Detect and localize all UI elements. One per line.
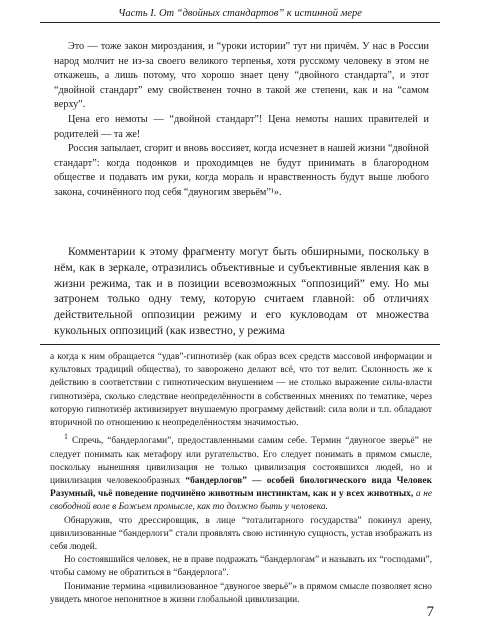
footnote-paragraph: Обнаружив, что дрессировщик, в лице “тоталитарного государства” покинул арену, цивилизованные “бандерлоги” стали проявлять свою истинную сущность, устав изображать из себя людей. — [50, 515, 432, 552]
footnote-marker: 1 — [64, 432, 68, 442]
footnote-1-text: Спречь, “бандерлогами”, предоставленными самим себе. Термин “двуногое зверьё” не следует понимать как метафору или ругательство. Его следует понимать в прямом смысле, поскольку нынешняя цивилизация не только цивилизация состоявшихся людей, но и цивилизация человекообразных — [50, 436, 432, 486]
quote-paragraph: Это — тоже закон мироздания, и “уроки истории” тут ни причём. У нас в России народ молчит не из-за своего великого терпенья, хотя русскому человеку в этом не откажешь, а лишь потому, что хорошо знает цену “двойного стандарта”, и этот “двойной стандарт” ему свойственен точно в такой же степени, как и на “самом верху”. — [54, 41, 429, 111]
footnote-1-bold: “бандерлогов” — особей биологического вида Человек Разумный, чьё поведение подчинёно животным инстинктам, как и у всех животных, — [50, 475, 433, 500]
footnote-paragraph: Понимание термина «цивилизованное “двуногое зверьё”» в прямом смысле позволяет ясно увидеть многое непонятное в жизни глобальной цивилизации. — [50, 581, 432, 605]
quoted-passage — [54, 40, 429, 201]
footnote-paragraph: Но состоявшийся человек, не в праве подражать “бандерлогам” и называть их “господами”, чтобы самому не обратиться в “бандерлога”. — [50, 555, 432, 579]
main-text — [54, 244, 429, 339]
footnote-1 — [50, 430, 432, 514]
page-number: 7 — [426, 604, 434, 620]
body-paragraph: Комментарии к этому фрагменту могут быть обширными, поскольку в нём, как в зеркале, отразились объективные и субъективные явления как в жизни режима, так и в позиции всевозможных “оппозиций” ему. Но мы затронем только одну тему, которую считаем главной: об отличиях действительной оппозиции режиму и его кукловодам от множества кукольных оппозиций (как известно, у режима — [54, 245, 429, 337]
quote-paragraph: Россия запылает, сгорит и вновь воссияет, когда исчезнет в нашей жизни “двойной стандарт”: когда подонков и проходимцев не будут принимать в благородном обществе и подавать им руки, когда мораль и нравственность будут выше любого закона, сочинённого под себя “двуногим зверьём”¹». — [54, 143, 429, 198]
running-header: Часть I. От “двойных стандартов” к истинной мере — [40, 6, 440, 23]
footnote-continuation: а когда к ним обращается “удав”-гипнотизёр (как образ всех средств массовой информации и культовых традиций общества), то заворожено делают всё, что тот велит. Склонность же к действию в соответствии с гипнотическим внушением — не столько выражение силы-власти гипнотизёра, сколько следствие неопределённости в собственных мнениях по тематике, через которую гипнотизёр активизирует внушаемую программу действий: сила воли и т.п. обладают вторичной по отношению к неопределённостям значимостью. — [50, 352, 432, 429]
quote-paragraph: Цена его немоты — “двойной стандарт”! Цена немоты наших правителей и родителей — та же! — [54, 113, 429, 140]
footnote-1-italic: а не свободной воле в Божьем промысле, как то должно быть у человека. — [50, 489, 433, 513]
footnotes — [50, 351, 432, 607]
footnote-divider — [40, 344, 440, 345]
